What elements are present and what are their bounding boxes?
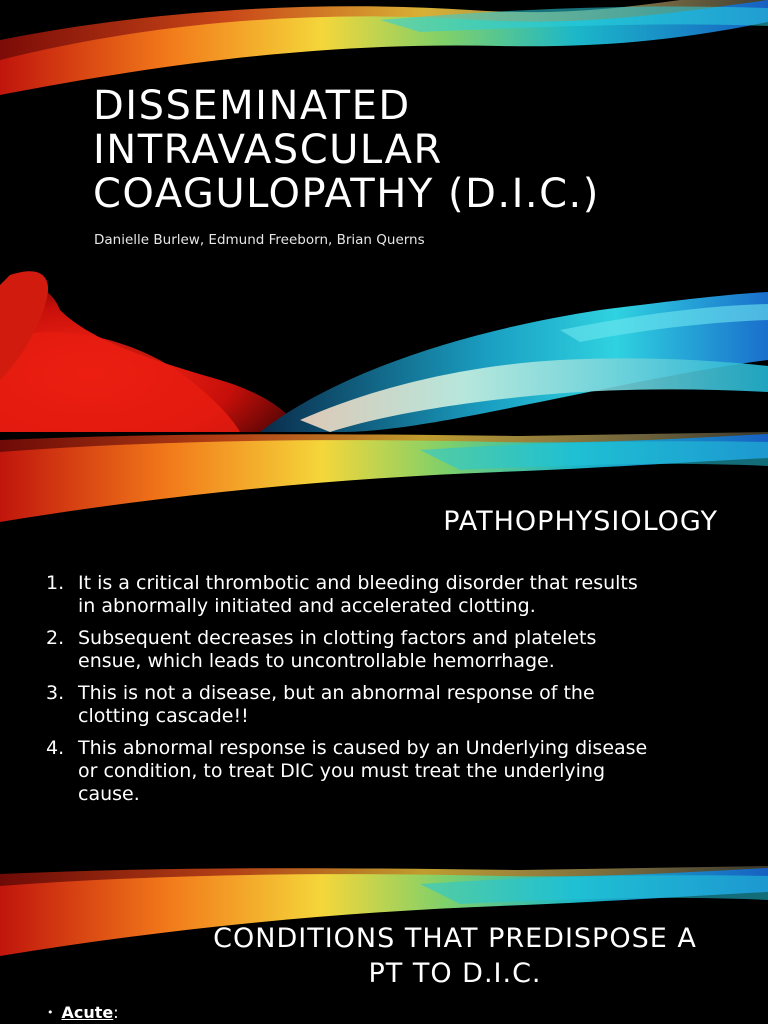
list-text: cause. [78,783,140,805]
slide-heading: PATHOPHYSIOLOGY [443,506,718,537]
bullet-label: Acute [61,1003,114,1022]
pathophysiology-list [46,572,736,815]
list-text: or condition, to treat DIC you must treat the underlying [78,760,606,782]
list-item [46,737,736,806]
list-item [46,572,736,618]
authors: Danielle Burlew, Edmund Freeborn, Brian Querns [94,232,425,248]
list-text: It is a critical thrombotic and bleeding disorder that results [78,572,638,594]
slide-pathophysiology [0,432,768,866]
list-number: 3. [46,682,65,704]
title-line: COAGULOPATHY (D.I.C.) [93,171,600,217]
list-text: This is not a disease, but an abnormal response of the [78,682,595,704]
list-text: ensue, which leads to uncontrollable hemorrhage. [78,650,555,672]
heading-line: PT TO D.I.C. [368,958,542,989]
list-text: in abnormally initiated and accelerated clotting. [78,595,536,617]
list-number: 4. [46,737,65,759]
list-text: This abnormal response is caused by an Underlying disease [78,737,648,759]
title-line: DISSEMINATED [93,83,411,129]
title-line: INTRAVASCULAR [93,127,443,173]
bullet-suffix: : [113,1003,119,1022]
heading-line: CONDITIONS THAT PREDISPOSE A [213,923,697,954]
slide-heading [150,921,760,991]
bullet-marker: • [47,1006,54,1019]
list-number: 1. [46,572,65,594]
slide-title [0,0,768,432]
list-item [46,627,736,673]
list-text: clotting cascade!! [78,705,249,727]
bullet-item-acute [47,1003,119,1022]
slide-conditions [0,866,768,1024]
list-item [46,682,736,728]
list-text: Subsequent decreases in clotting factors and platelets [78,627,597,649]
list-number: 2. [46,627,65,649]
presentation-title [93,84,600,216]
